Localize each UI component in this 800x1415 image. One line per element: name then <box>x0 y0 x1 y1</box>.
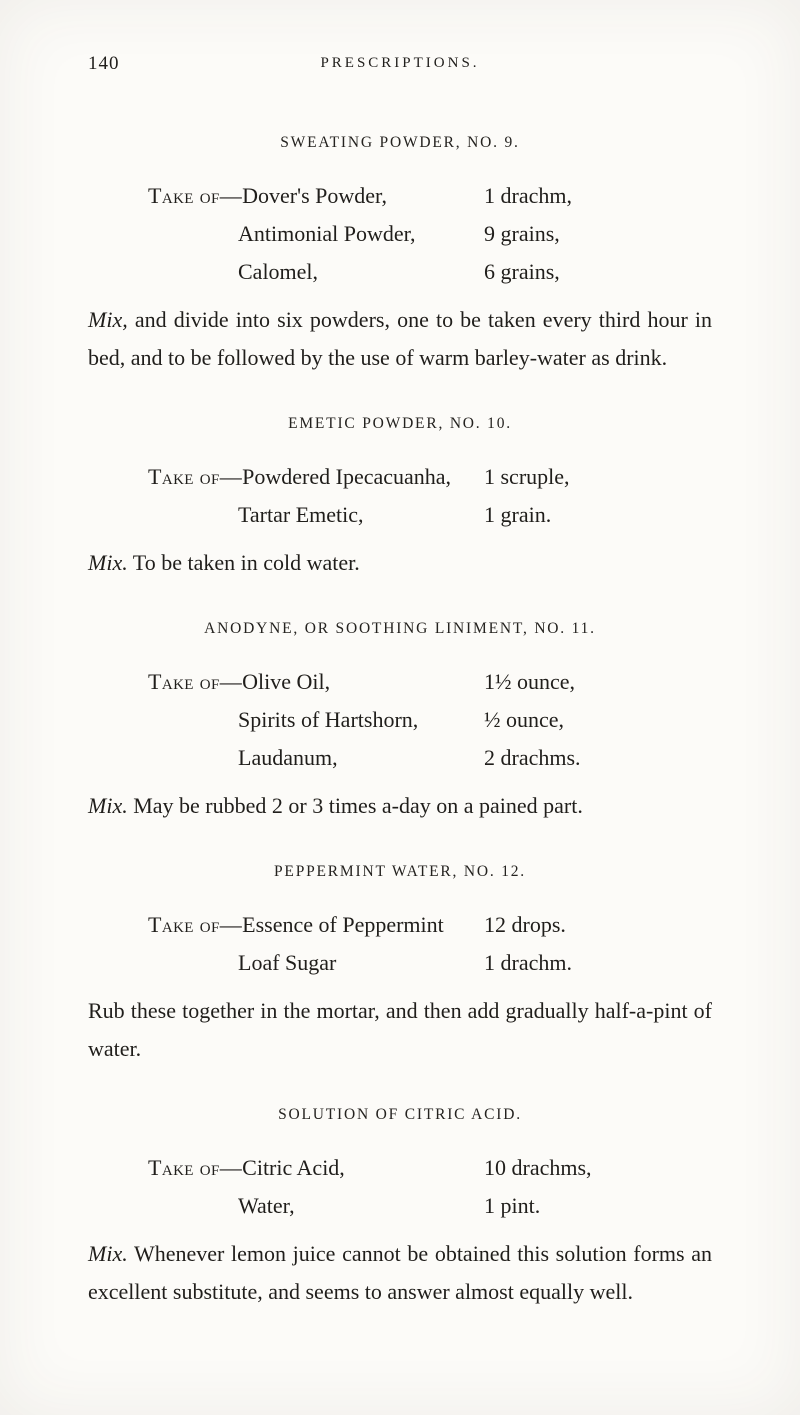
instruction-text: To be taken in cold water. <box>127 550 360 575</box>
ingredient-cell <box>148 496 484 534</box>
take-of-label: Take of— <box>148 669 243 694</box>
page-content <box>88 134 712 1311</box>
recipe-line <box>148 701 712 739</box>
ingredient-cell <box>148 1187 484 1225</box>
running-head-title: PRESCRIPTIONS. <box>320 55 480 71</box>
ingredient-cell <box>148 215 484 253</box>
recipe-list <box>148 458 712 534</box>
recipe-section-peppermint-water <box>88 863 712 1068</box>
ingredient-name: Dover's Powder, <box>242 183 387 208</box>
ingredient-cell <box>148 1149 484 1187</box>
instruction-lead: Mix. <box>88 550 128 575</box>
recipe-line <box>148 496 712 534</box>
ingredient-cell <box>148 701 484 739</box>
recipe-section-anodyne-liniment <box>88 620 712 825</box>
ingredient-cell <box>148 177 484 215</box>
ingredient-name: Powdered Ipecacuanha, <box>242 464 452 489</box>
instruction-text: May be rubbed 2 or 3 times a-day on a pained part. <box>127 793 583 818</box>
recipe-line <box>148 906 712 944</box>
ingredient-name: Spirits of Hartshorn, <box>238 707 419 732</box>
ingredient-cell <box>148 253 484 291</box>
ingredient-quantity: 10 drachms, <box>484 1155 592 1180</box>
instruction-paragraph <box>88 787 712 825</box>
running-head <box>88 52 712 76</box>
instruction-lead: Mix. <box>88 1241 128 1266</box>
ingredient-cell <box>148 906 484 944</box>
ingredient-quantity: 1 scruple, <box>484 464 570 489</box>
recipe-line <box>148 215 712 253</box>
instruction-paragraph <box>88 544 712 582</box>
section-heading: EMETIC POWDER, NO. 10. <box>288 415 512 432</box>
recipe-line <box>148 253 712 291</box>
ingredient-name: Loaf Sugar <box>238 950 337 975</box>
section-heading: SWEATING POWDER, NO. 9. <box>280 134 520 151</box>
page-number: 140 <box>88 53 120 74</box>
recipe-line <box>148 458 712 496</box>
section-heading: PEPPERMINT WATER, NO. 12. <box>274 863 526 880</box>
section-heading: ANODYNE, OR SOOTHING LINIMENT, NO. 11. <box>204 620 596 637</box>
ingredient-quantity: 1 drachm, <box>484 183 572 208</box>
ingredient-quantity: 1 drachm. <box>484 950 572 975</box>
ingredient-name: Essence of Peppermint <box>242 912 444 937</box>
ingredient-quantity: 6 grains, <box>484 259 560 284</box>
ingredient-cell <box>148 458 484 496</box>
recipe-section-sweating-powder <box>88 134 712 377</box>
ingredient-quantity: ½ ounce, <box>484 707 565 732</box>
ingredient-quantity: 9 grains, <box>484 221 560 246</box>
ingredient-quantity: 1 pint. <box>484 1193 541 1218</box>
ingredient-name: Calomel, <box>238 259 319 284</box>
ingredient-cell <box>148 944 484 982</box>
ingredient-name: Antimonial Powder, <box>238 221 416 246</box>
recipe-list <box>148 906 712 982</box>
take-of-label: Take of— <box>148 912 243 937</box>
ingredient-quantity: 12 drops. <box>484 912 566 937</box>
recipe-line <box>148 944 712 982</box>
instruction-text: Whenever lemon juice cannot be obtained this solution forms an excellent substitute, and seems to answer almost equally well. <box>88 1241 712 1304</box>
recipe-line <box>148 739 712 777</box>
instruction-text: Rub these together in the mortar, and then add gradually half-a-pint of water. <box>88 998 712 1061</box>
ingredient-name: Laudanum, <box>238 745 338 770</box>
ingredient-name: Citric Acid, <box>242 1155 345 1180</box>
instruction-paragraph <box>88 301 712 377</box>
ingredient-quantity: 1 grain. <box>484 502 552 527</box>
section-heading: SOLUTION OF CITRIC ACID. <box>278 1106 522 1123</box>
take-of-label: Take of— <box>148 183 243 208</box>
recipe-line <box>148 663 712 701</box>
recipe-list <box>148 663 712 777</box>
recipe-line <box>148 1149 712 1187</box>
ingredient-quantity: 1½ ounce, <box>484 669 576 694</box>
ingredient-quantity: 2 drachms. <box>484 745 581 770</box>
recipe-section-emetic-powder <box>88 415 712 582</box>
ingredient-name: Olive Oil, <box>242 669 331 694</box>
instruction-text: and divide into six powders, one to be taken every third hour in bed, and to be followed by the use of warm barley-water as drink. <box>88 307 712 370</box>
ingredient-name: Water, <box>238 1193 295 1218</box>
recipe-line <box>148 1187 712 1225</box>
instruction-lead: Mix, <box>88 307 128 332</box>
recipe-list <box>148 1149 712 1225</box>
recipe-line <box>148 177 712 215</box>
instruction-lead: Mix. <box>88 793 128 818</box>
recipe-list <box>148 177 712 291</box>
recipe-section-citric-acid-solution <box>88 1106 712 1311</box>
ingredient-cell <box>148 663 484 701</box>
ingredient-cell <box>148 739 484 777</box>
take-of-label: Take of— <box>148 464 243 489</box>
ingredient-name: Tartar Emetic, <box>238 502 364 527</box>
take-of-label: Take of— <box>148 1155 243 1180</box>
instruction-paragraph <box>88 992 712 1068</box>
instruction-paragraph <box>88 1235 712 1311</box>
